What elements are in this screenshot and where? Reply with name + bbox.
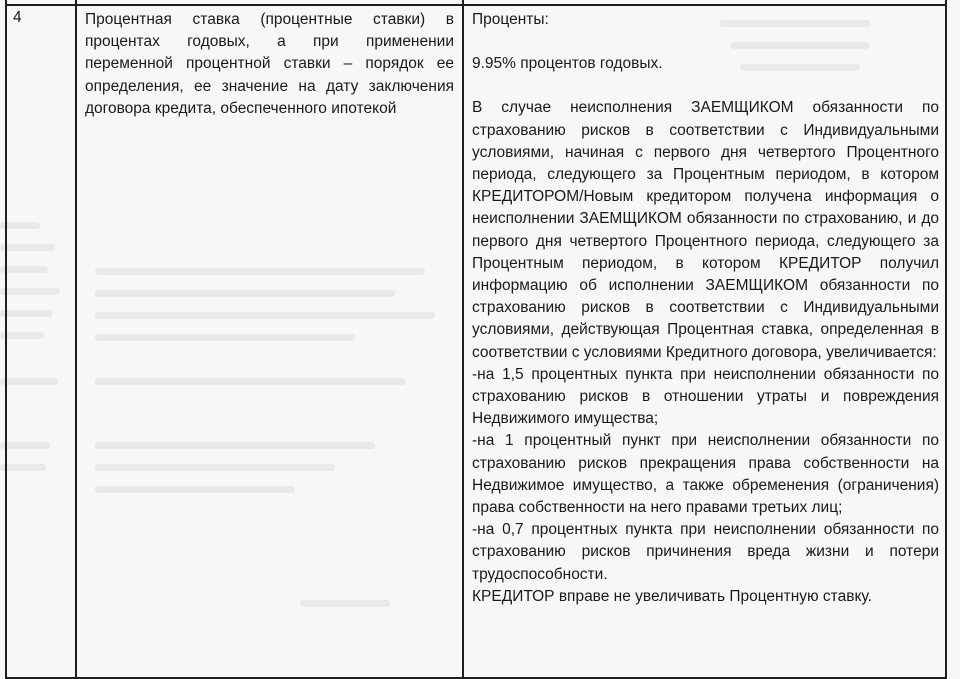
row-number: 4 [13,9,22,26]
term-cell [76,5,463,678]
value-cell [463,5,946,678]
closing-note: КРЕДИТОР вправе не увеличивать Процентную ставку. [472,587,872,605]
rate-increase-item: -на 1 процентный пункт при неисполнении обязанности по страхованию рисков прекращения права собственности на Недвижимое имущество, а также обременения (ограничения) права собственности на него правами третьих лиц; [472,432,939,517]
rate-increase-condition: В случае неисполнения ЗАЕМЩИКОМ обязанности по страхованию рисков в соответствии с Индивидуальными условиями, начиная с первого дня четвертого Процентного периода, следующего за Процентным периодом, в котором КРЕДИТОРОМ/Новым кредитором получена информация о неисполнении ЗАЕМЩИКОМ обязанности по страхованию, и до первого дня четвертого Процентного периода, следующего за Процентным периодом, в котором КРЕДИТОР получил информацию об исполнении ЗАЕМЩИКОМ обязанности по страхованию рисков в соответствии с Индивидуальными условиями, действующая Процентная ставка, определенная в соответствии с условиями Кредитного договора, увеличивается: [472,99,939,361]
term-text: Процентная ставка (процентные ставки) в процентах годовых, а при применении переменной процентной ставки – порядок ее определения, ее значение на дату заключения договора кредита, обеспеченного ипотекой [85,11,454,117]
table-row-interest-rate [6,5,946,678]
rate-increase-item: -на 0,7 процентных пункта при неисполнении обязанности по страхованию рисков причинения вреда жизни и потери трудоспособности. [472,521,939,583]
row-number-cell [6,5,76,678]
document-table [5,0,947,679]
value-heading: Проценты: [472,11,549,28]
interest-rate-value: 9.95% процентов годовых. [472,55,663,73]
rate-increase-item: -на 1,5 процентных пункта при неисполнении обязанности по страхованию рисков в отношении утраты и повреждения Недвижимого имущества; [472,365,939,428]
